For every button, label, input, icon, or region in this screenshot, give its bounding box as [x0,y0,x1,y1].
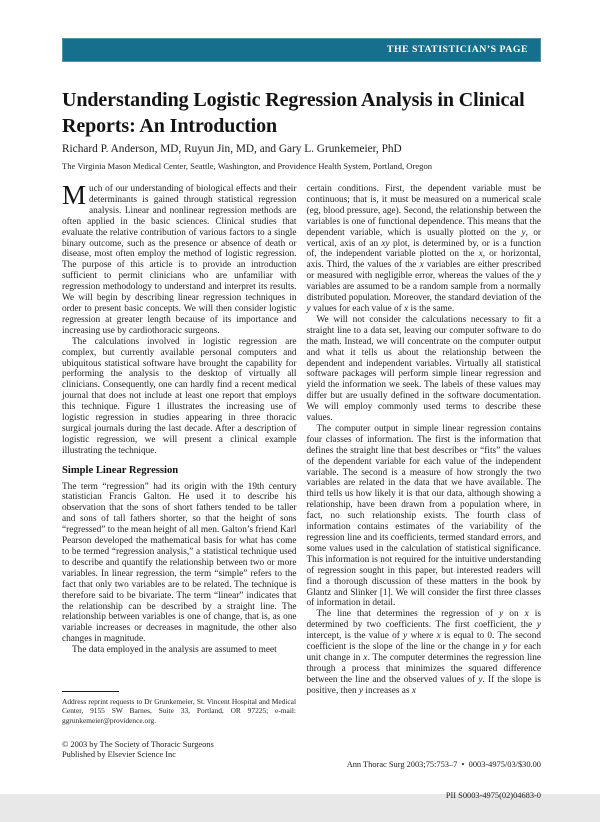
lead-paragraph [62,180,297,337]
paragraph: certain conditions. First, the dependent variable must be continuous; that is, it must be measured on a numerical scale (eg, blood pressure, age). Second, the relationship between the variables is one of functional dependence. This means that the dependent variable, which is usually plotted on the y, or vertical, axis of an xy plot, is determined by, or is a function of, the independent variable plotted on the x, or horizontal, axis. Third, the values of the x variables are either prescribed or measured with negligible error, whereas the values of the y variables are assumed to be a random sample from a normally distributed population. Moreover, the standard deviation of the y values for each value of x is the same. [306,184,542,314]
paragraph: The calculations involved in logistic regression are complex, but currently available personal computers and ubiquitous statistical software have brought the capability for performing the analysis to the desktop of virtually all clinicians. Consequently, one can hardly find a recent medical journal that does not include at least one report that employs this technique. Figure 1 illustrates the increasing use of logistic regression in studies appearing in three thoracic surgical journals during the last decade. After a description of logistic regression, we will present a clinical example illustrating the technique. [62,336,297,456]
paragraph: The term “regression” had its origin with the 19th century statistician Francis Galton. He used it to describe his observation that the sons of short fathers tended to be taller and sons of tall fathers shorter, so that the height of sons “regressed” to the mean height of all men. Galton’s friend Karl Pearson developed the mathematical basis for what has come to be termed “regression analysis,” a statistical technique used to describe and quantify the relationship between two or more variables. In linear regression, the term “simple” refers to the fact that only two variables are to be related. The technique is therefore said to be bivariate. The term “linear” indicates that the relationship can be described by a straight line. The relationship between variables is one of change, that is, as one variable increases or decreases in magnitude, the other also changes in magnitude. [62,481,297,645]
copyright-line-2: Published by Elsevier Science Inc [62,750,176,760]
copyright-line-1: © 2003 by The Society of Thoracic Surgeons [62,740,214,749]
reprint-footnote [62,691,296,725]
left-column [62,180,297,690]
citation-block [347,740,541,822]
copyright-block [62,740,214,760]
pii-line: PII S0003-4975(02)04683-0 [445,791,541,801]
footnote-text: Address reprint requests to Dr Grunkemeier, St. Vincent Hospital and Medical Center, 9155 SW Barnes, Suite 33, Portland, OR 97225; e-mail: ggrunkemeier@providence.org. [62,697,296,725]
section-banner [62,38,541,62]
section-heading: Simple Linear Regression [62,464,179,476]
article-body [62,180,542,732]
journal-citation: Ann Thorac Surg 2003;75:753–7 • 0003-4975/03/$30.00 [346,760,541,770]
authors-line: Richard P. Anderson, MD, Ruyun Jin, MD, and Gary L. Grunkemeier, PhD [62,143,402,155]
paragraph: We will not consider the calculations necessary to fit a straight line to a data set, leaving our computer software to do the math. Instead, we will concentrate on the computer output and what it tells us about the relationship between the dependent and independent variables. Virtually all statistical software packages will perform simple linear regression and yield the information we seek. The labels of these values may differ but are usually defined in the software documentation. We will employ commonly used terms to describe these values. [306,314,541,424]
drop-cap: M [62,180,87,210]
affiliation-line: The Virginia Mason Medical Center, Seattle, Washington, and Providence Health System, Portland, Oregon [62,161,433,171]
footnote-divider [62,691,119,692]
right-column [307,184,542,732]
paragraph: The computer output in simple linear regression contains four classes of information. The first is the information that defines the straight line that best describes or “fits” the values of the dependent variable for each value of the independent variable. The second is a measure of how strongly the two variables are related in the data that we have available. The third tells us how likely it is that our data, although showing a relationship, have been drawn from a population where, in fact, no such relationship exists. The fourth class of information contains estimates of the variability of the regression line and its coefficients, termed standard errors, and some values used in the calculation of statistical significance. This information is not required for the intuitive understanding of regression sought in this paper, but interested readers will find a thorough discussion of these matters in the book by Glantz and Slinker [1]. We will consider the first three classes of information in detail. [306,423,541,609]
lead-paragraph-text: uch of our understanding of biological effects and their determinants is gained through statistical regression analysis. Linear and nonlinear regression methods are often applied in the basic sciences. Clinical studies that evaluate the relative contribution of various factors to a single binary outcome, such as the presence or absence of death or disease, most often employ the method of logistic regression. The purpose of this article is to provide an introduction sufficient to permit clinicians who are unfamiliar with regression methodology to understand and interpret its results. We will begin by describing linear regression techniques in order to present basic concepts. We will then consider logistic regression at greater length because of its importance and increasing use by cardiothoracic surgeons. [62,184,297,336]
paragraph: The data employed in the analysis are assumed to meet [72,645,277,656]
article-title: Understanding Logistic Regression Analysis in Clinical Reports: An Introduction [62,89,525,137]
paragraph: The line that determines the regression of y on x is determined by two coefficients. The first coefficient, the y intercept, is the value of y where x is equal to 0. The second coefficient is the slope of the line or the change in y for each unit change in x. The computer determines the regression line through a process that minimizes the squared difference between the line and the observed values of y. If the slope is positive, then y increases as x [306,609,542,696]
banner-label: THE STATISTICIAN’S PAGE [386,44,528,55]
